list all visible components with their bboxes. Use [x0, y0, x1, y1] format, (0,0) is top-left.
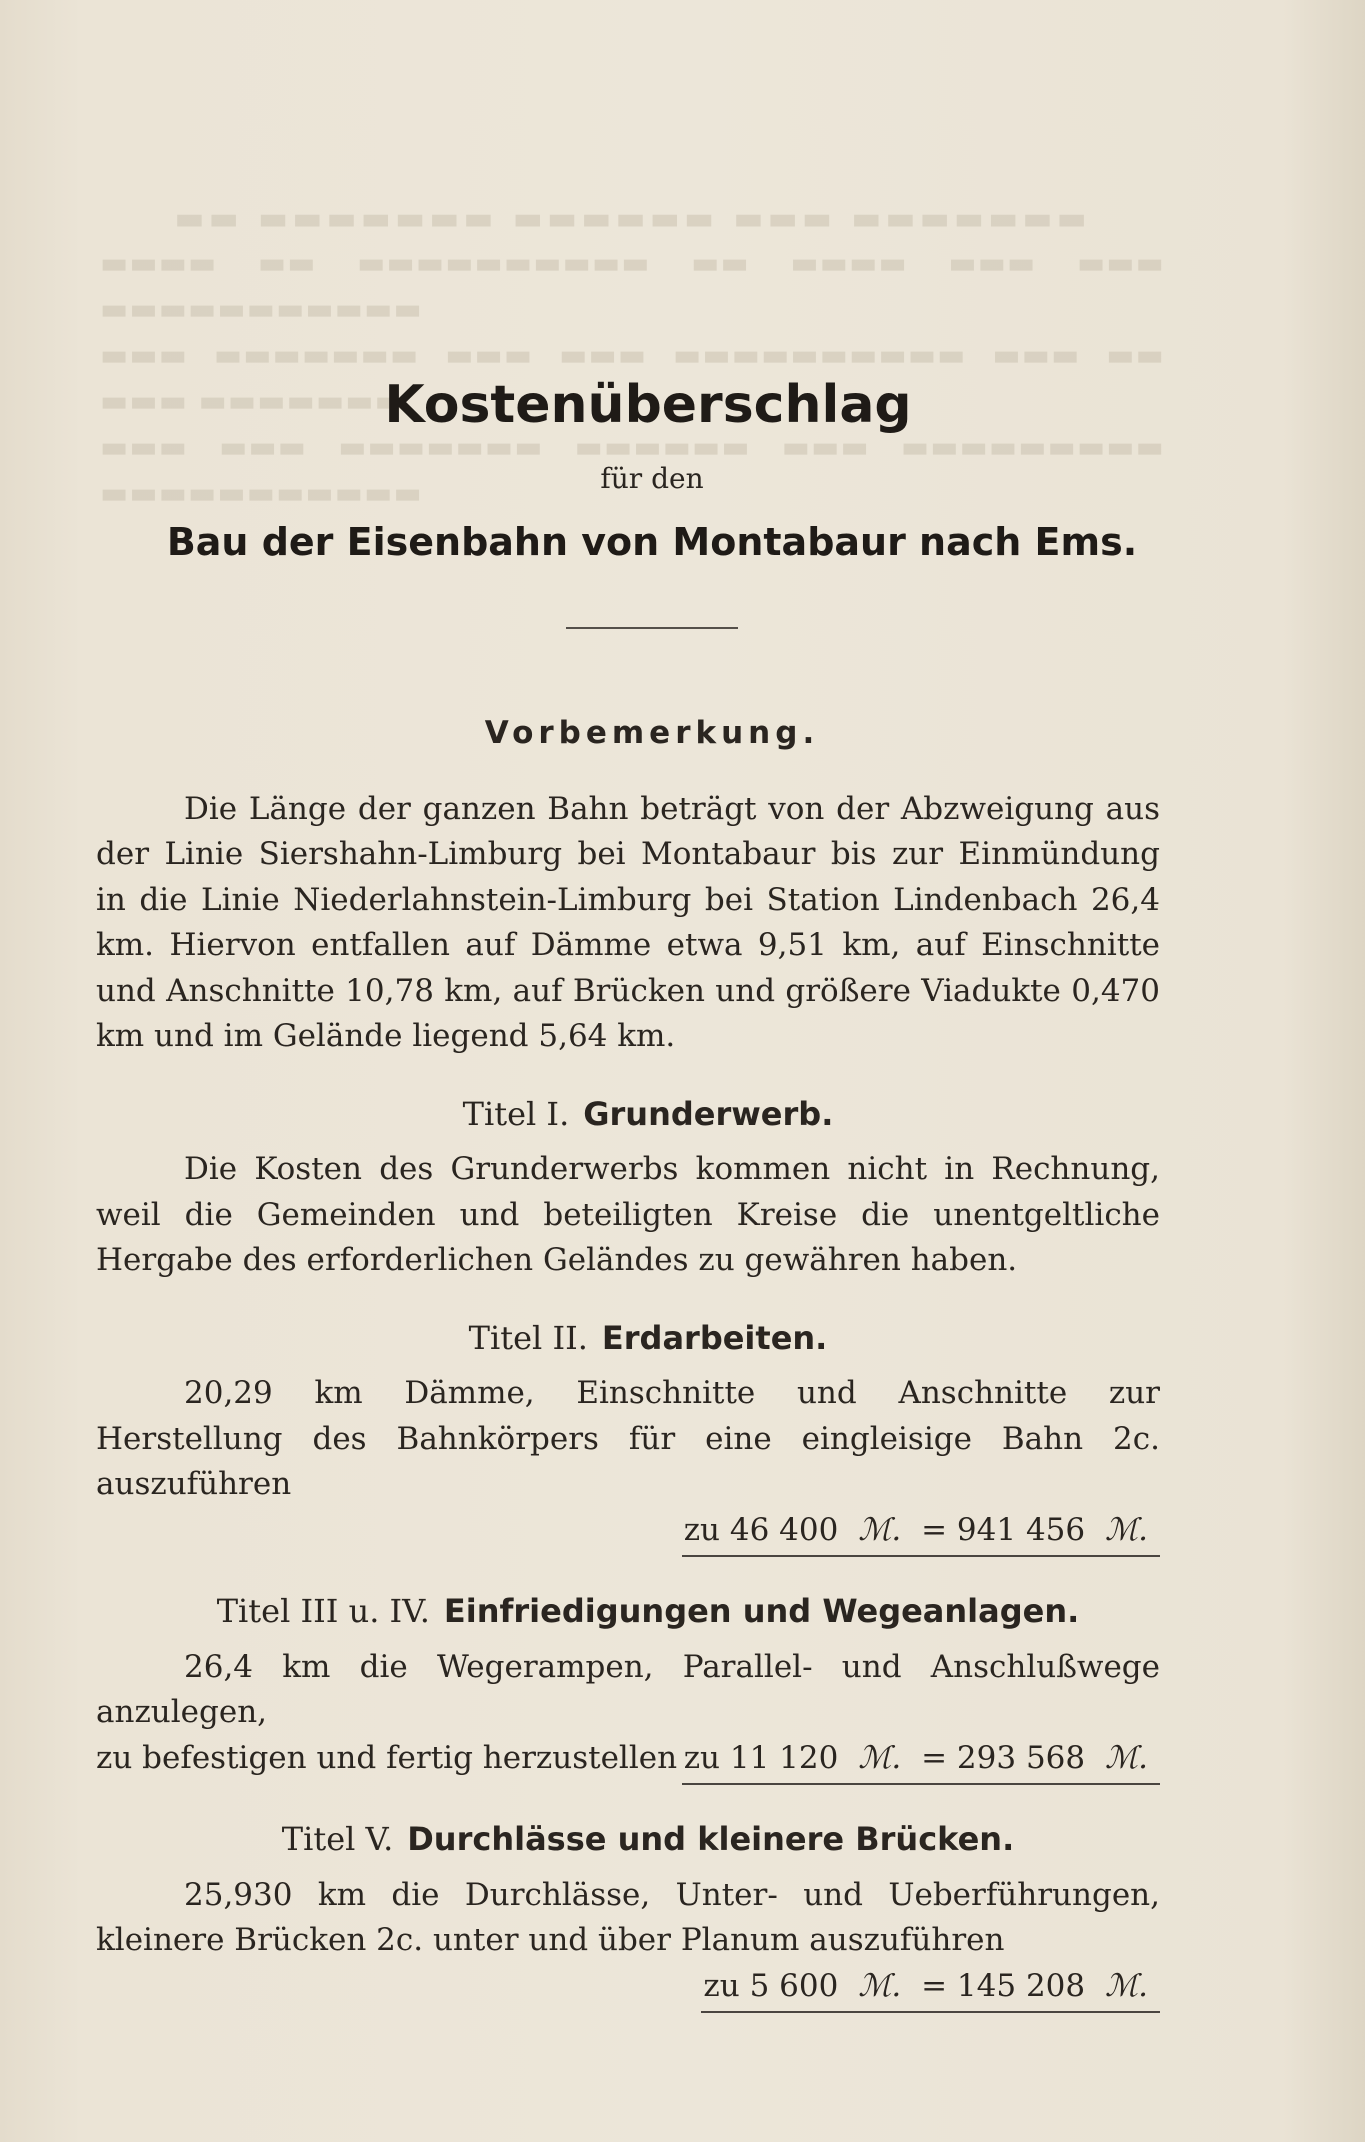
- section-heading-einfriedigungen: [136, 1589, 1160, 1635]
- equals-sign: =: [921, 1739, 948, 1776]
- document-title-line2: Bau der Eisenbahn von Montabaur nach Ems.: [166, 519, 1138, 564]
- currency-mark: ℳ.: [1104, 1967, 1148, 2004]
- unit-rate: 46 400: [729, 1511, 839, 1548]
- calc-prefix: zu: [683, 1739, 720, 1776]
- document-content: [96, 370, 1160, 2013]
- section-text-durchlaesse: 25,930 km die Durchlässe, Unter- und Ueberführungen, kleinere Brücken 2c. unter und über Planum auszuführen: [96, 1876, 1160, 1958]
- unit-rate: 5 600: [749, 1967, 839, 2004]
- equals-sign: =: [921, 1511, 948, 1548]
- currency-mark: ℳ.: [1104, 1511, 1148, 1548]
- section-name: Grunderwerb.: [583, 1094, 834, 1133]
- document-subtitle: für den: [600, 462, 704, 495]
- cost-line-erdarbeiten: [96, 1508, 1160, 1558]
- section-heading-grunderwerb: [136, 1092, 1160, 1138]
- section-name: Durchlässe und kleinere Brücken.: [407, 1820, 1015, 1858]
- section-text-tail: zu befestigen und fertig herzustellen: [96, 1739, 678, 1776]
- cost-calculation: [682, 1736, 1160, 1786]
- currency-mark: ℳ.: [858, 1511, 902, 1548]
- section-heading-erdarbeiten: [136, 1316, 1160, 1362]
- title-divider: [566, 627, 738, 629]
- total-cost: 941 456: [956, 1511, 1086, 1548]
- document-title: Kostenüberschlag: [384, 375, 912, 435]
- section-text-erdarbeiten: 20,29 km Dämme, Einschnitte und Anschnitte zur Herstellung des Bahnkörpers für eine eingleisige Bahn 2c. auszuführen: [96, 1375, 1160, 1502]
- section-number: Titel I.: [462, 1094, 570, 1133]
- cost-calculation: [701, 1964, 1160, 2014]
- unit-rate: 11 120: [729, 1739, 839, 1776]
- currency-mark: ℳ.: [858, 1739, 902, 1776]
- section-number: Titel II.: [468, 1318, 588, 1357]
- section-number: Titel III u. IV.: [216, 1592, 430, 1630]
- section-name: Einfriedigungen und Wegeanlagen.: [443, 1592, 1080, 1630]
- preface-text: Die Länge der ganzen Bahn beträgt von der Abzweigung aus der Linie Siershahn-Limburg bei Montabaur bis zur Einmündung in die Linie Niederlahnstein-Limburg bei Station Lindenbach 26,4 km. Hiervon entfallen auf Dämme etwa 9,51 km, auf Einschnitte und Anschnitte 10,78 km, auf Brücken und größere Viadukte 0,470 km und im Gelände liegend 5,64 km.: [96, 790, 1160, 1054]
- section-text-grunderwerb: Die Kosten des Grunderwerbs kommen nicht in Rechnung, weil die Gemeinden und beteiligten Kreise die unentgeltliche Hergabe des erforderlichen Geländes zu gewähren haben.: [96, 1151, 1160, 1278]
- section-number: Titel V.: [281, 1820, 394, 1858]
- calc-prefix: zu: [703, 1967, 740, 2004]
- equals-sign: =: [921, 1967, 948, 2004]
- total-cost: 293 568: [956, 1739, 1086, 1776]
- cost-calculation: [682, 1508, 1160, 1558]
- bleed-through-text: ▬▬ ▬▬▬▬▬▬▬ ▬▬▬▬▬▬ ▬▬▬ ▬▬▬▬▬▬▬ ▬▬▬▬ ▬▬ ▬▬▬▬▬▬▬▬▬▬ ▬▬ ▬▬▬▬ ▬▬▬ ▬▬▬ ▬▬▬▬▬▬▬▬▬▬▬ ▬▬▬ ▬▬▬▬▬▬▬ ▬▬▬ ▬▬▬ ▬▬▬▬▬▬▬▬▬▬ ▬▬▬ ▬▬ ▬▬▬ ▬▬▬▬▬▬▬ ▬▬▬ ▬▬▬ ▬▬▬▬▬▬▬ ▬▬▬▬▬▬ ▬▬▬ ▬▬▬▬▬▬▬▬▬ ▬▬▬▬▬▬▬▬▬▬▬: [100, 199, 1165, 511]
- currency-mark: ℳ.: [858, 1967, 902, 2004]
- currency-mark: ℳ.: [1104, 1739, 1148, 1776]
- total-cost: 145 208: [956, 1967, 1086, 2004]
- cost-line-einfriedigungen: [96, 1736, 1160, 1786]
- section-heading-durchlaesse: [136, 1817, 1160, 1863]
- cost-line-durchlaesse: [96, 1964, 1160, 2014]
- section-text-einfriedigungen: 26,4 km die Wegerampen, Parallel- und Anschlußwege anzulegen,: [96, 1648, 1160, 1730]
- calc-prefix: zu: [683, 1511, 720, 1548]
- preface-heading: Vorbemerkung.: [484, 715, 820, 751]
- section-name: Erdarbeiten.: [601, 1318, 828, 1357]
